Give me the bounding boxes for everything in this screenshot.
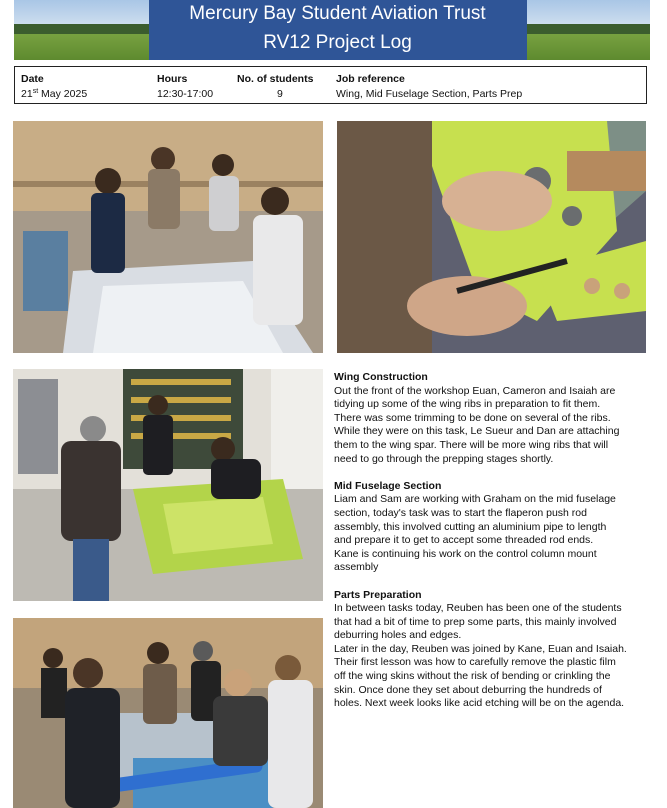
date-label: Date	[21, 73, 44, 85]
date-value: 21st May 2025	[21, 88, 88, 100]
report-title	[150, 0, 525, 60]
photo-rib-closeup-snips	[337, 121, 646, 353]
section-title-parts-preparation: Parts Preparation	[334, 588, 422, 601]
header-photo-left	[14, 0, 149, 60]
photo-workshop-rib-trimming	[13, 121, 323, 353]
job-reference-value: Wing, Mid Fuselage Section, Parts Prep	[336, 88, 523, 100]
students-label: No. of students	[237, 73, 314, 85]
photo-parts-preparation	[13, 618, 323, 808]
section-body-mid-fuselage: Liam and Sam are working with Graham on the mid fuselage section, today's task was to start the flaperon push rod assembly, this involved cutting an aluminium pipe to length and prepare it to get to accept some threaded rod ends. Kane is continuing his work on the control column mount assembly	[334, 493, 616, 574]
org-name: Mercury Bay Student Aviation Trust	[189, 3, 486, 24]
hours-value: 12:30-17:00	[157, 88, 214, 100]
project-log-title: RV12 Project Log	[263, 32, 412, 53]
section-title-mid-fuselage: Mid Fuselage Section	[334, 479, 442, 492]
section-body-wing-construction: Out the front of the workshop Euan, Cameron and Isaiah are tidying up some of the wing ribs in preparation to fit them. There was some trimming to be done on several of the ribs. While they were on this task, Le Sueur and Dan are attaching them to the wing spar. There will be more wing ribs that will need to go through the prepping stages shortly.	[334, 384, 620, 465]
section-body-parts-preparation: In between tasks today, Reuben has been one of the students that had a bit of time to prep some parts, this mainly involved deburring holes and edges. Later in the day, Reuben was joined by Kane, Euan and Isaiah. Their first lesson was how to carefully remove the plastic film off the wing skins without the risk of bending or crinkling the skin. Once done they set about deburring the hundreds of holes. Next week looks like acid etching will be on the agenda.	[334, 602, 627, 710]
students-value: 9	[277, 88, 283, 100]
photo-mid-fuselage-assembly	[13, 369, 323, 601]
section-title-wing-construction: Wing Construction	[334, 371, 428, 383]
hours-label: Hours	[157, 73, 188, 85]
header-photo-right	[527, 0, 650, 60]
log-notes	[334, 371, 654, 711]
session-info-table	[14, 66, 647, 104]
job-reference-label: Job reference	[336, 73, 405, 85]
